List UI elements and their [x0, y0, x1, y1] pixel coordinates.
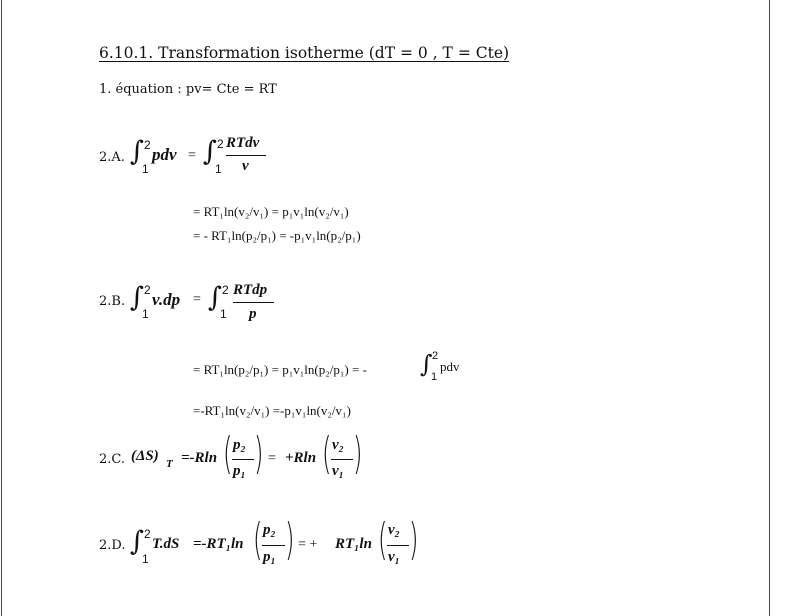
- integrand-2a-lhs: pdv: [152, 145, 177, 164]
- integral-sign-2b-rhs: ∫: [208, 282, 223, 313]
- paren-open-2c-2: (: [322, 428, 332, 479]
- label-2c: 2.C.: [99, 452, 126, 467]
- paren-close-2c-2: ): [353, 428, 363, 479]
- section-title: 6.10.1. Transformation isotherme (dT = 0 , T = Cte): [99, 44, 510, 62]
- left-border: [1, 0, 2, 616]
- label-2a: 2.A.: [99, 150, 125, 165]
- result-2b-line1-b: pdv: [440, 359, 460, 374]
- label-2d: 2.D.: [99, 538, 126, 553]
- fraction-bar-2d-1: [262, 545, 285, 546]
- equation-1: 1. équation : pv= Cte = RT: [99, 82, 277, 97]
- equals-2a: =: [188, 148, 196, 163]
- fraction-bar-2d-2: [387, 545, 409, 546]
- integral-sign-2b-line1: ∫: [420, 350, 433, 378]
- int-upper-2b-rhs: 2: [222, 283, 229, 297]
- paren-close-2d-1: ): [285, 514, 295, 565]
- paren-open-2d-1: (: [253, 514, 263, 565]
- int-lower-2b-line1: 1: [431, 371, 438, 383]
- int-upper-2a-rhs: 2: [217, 137, 224, 151]
- integrand-2b-lhs: v.dp: [152, 290, 181, 309]
- den2-2c: v₁: [332, 463, 344, 479]
- fraction-bar-2c-2: [331, 459, 353, 460]
- integral-sign-2a-lhs: ∫: [130, 136, 145, 167]
- eq2-2c: =: [268, 451, 276, 466]
- den2-2d: v₁: [388, 549, 400, 565]
- paren-open-2c-1: (: [223, 428, 233, 479]
- entropy-lhs-2c: (ΔS): [131, 448, 159, 464]
- int-upper-2b-line1: 2: [432, 350, 439, 362]
- result-2a-line2: = - RT₁ln(p₂/p₁) = -p₁v₁ln(p₂/p₁): [193, 228, 361, 243]
- num2-2c: v₂: [332, 437, 344, 453]
- label-2b: 2.B.: [99, 294, 126, 309]
- int-lower-2a-lhs: 1: [142, 162, 149, 176]
- frac-num-2a: RTdv: [226, 135, 260, 151]
- num1-2c: p₂: [233, 437, 246, 453]
- frac-num-2b: RTdp: [233, 282, 268, 298]
- result-2b-line1-a: = RT₁ln(p₂/p₁) = p₁v₁ln(p₂/p₁) = -: [193, 362, 367, 377]
- plus-rln-2c: +Rln: [285, 450, 317, 466]
- int-lower-2d: 1: [142, 552, 149, 566]
- equals-2b: =: [193, 292, 201, 307]
- frac-den-2a: v: [242, 158, 249, 174]
- paren-close-2d-2: ): [409, 514, 419, 565]
- fraction-bar-2c-1: [232, 459, 254, 460]
- entropy-sub-2c: T: [166, 458, 173, 470]
- right-border: [769, 0, 770, 616]
- result-2a-line1: = RT₁ln(v₂/v₁) = p₁v₁ln(v₂/v₁): [193, 204, 349, 219]
- eq1-2c: =-Rln: [181, 450, 218, 466]
- den1-2c: p₁: [233, 463, 246, 479]
- rhs-2d: RT₁ln: [335, 536, 372, 552]
- result-2b-line2: =-RT₁ln(v₂/v₁) =-p₁v₁ln(v₂/v₁): [193, 403, 351, 418]
- int-upper-2d: 2: [144, 527, 151, 541]
- fraction-bar-2a: [226, 155, 266, 156]
- num1-2d: p₂: [263, 522, 276, 538]
- int-lower-2b-lhs: 1: [142, 307, 149, 321]
- int-upper-2b-lhs: 2: [144, 283, 151, 297]
- integral-sign-2a-rhs: ∫: [203, 136, 218, 167]
- num2-2d: v₂: [388, 522, 400, 538]
- int-lower-2b-rhs: 1: [220, 307, 227, 321]
- paren-open-2d-2: (: [378, 514, 388, 565]
- eq2-2d: = +: [298, 537, 318, 552]
- int-upper-2a-lhs: 2: [144, 138, 151, 152]
- eq1-2d: =-RT₁ln: [193, 536, 244, 552]
- frac-den-2b: p: [249, 306, 257, 322]
- integral-sign-2d: ∫: [130, 526, 145, 557]
- int-lower-2a-rhs: 1: [215, 162, 222, 176]
- integrand-2d: T.dS: [152, 536, 180, 552]
- fraction-bar-2b: [233, 302, 274, 303]
- paren-close-2c-1: ): [254, 428, 264, 479]
- den1-2d: p₁: [263, 549, 276, 565]
- integral-sign-2b-lhs: ∫: [130, 282, 145, 313]
